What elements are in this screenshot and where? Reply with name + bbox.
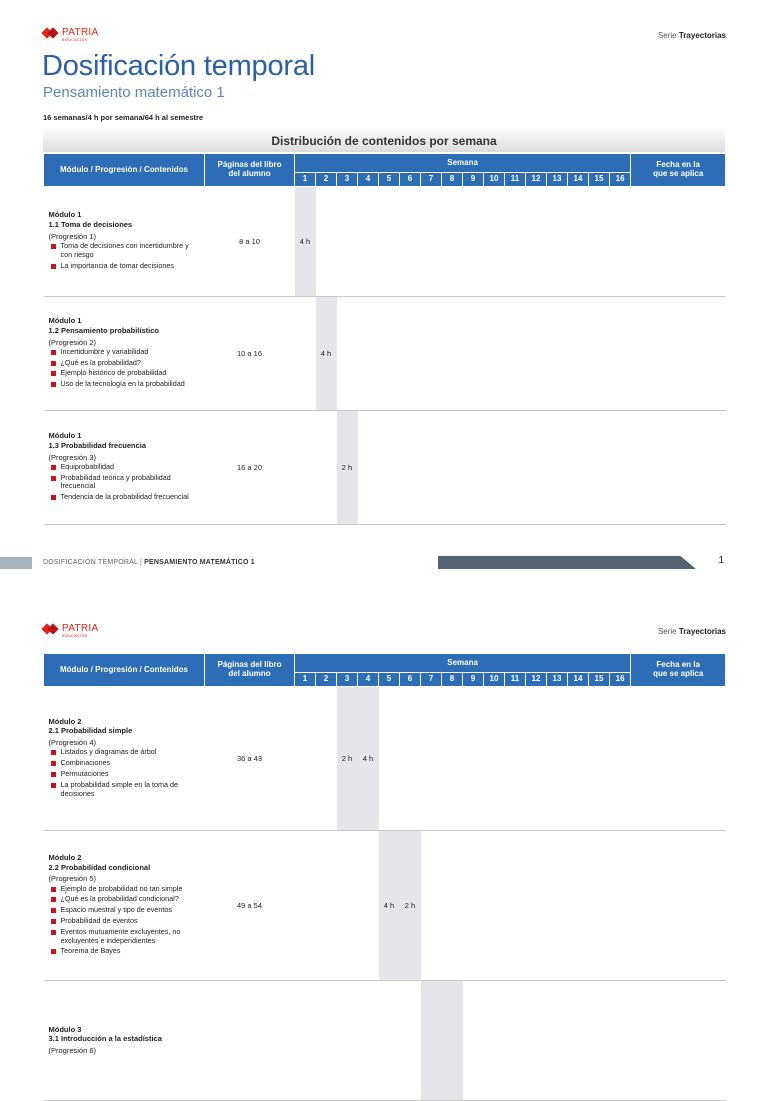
- week-cell-5: [379, 411, 400, 525]
- week-cell-7: [421, 297, 442, 411]
- week-header-6: 6: [400, 173, 421, 187]
- week-header-3: 3: [337, 173, 358, 187]
- week-cell-2: [316, 187, 337, 297]
- date-applied-cell[interactable]: [631, 687, 726, 831]
- week-cell-6: [400, 187, 421, 297]
- week-cell-12: [526, 981, 547, 1101]
- week-cell-9: [463, 411, 484, 525]
- table-row: [44, 411, 726, 525]
- week-header-14: 14: [568, 673, 589, 687]
- week-cell-13: [547, 981, 568, 1101]
- week-cell-14: [568, 297, 589, 411]
- week-cell-13: [547, 187, 568, 297]
- list-item: Eventos mutuamente excluyentes, no excluyentes e independientes: [49, 928, 199, 946]
- list-item: ¿Qué es la probabilidad?: [49, 359, 199, 368]
- list-item: Incertidumbre y variabilidad: [49, 348, 199, 357]
- week-cell-12: [526, 687, 547, 831]
- header-semana: Semana: [295, 154, 631, 173]
- header-content: Módulo / Progresión / Contenidos: [44, 154, 205, 187]
- logo-subtitle: educación: [62, 37, 88, 42]
- week-cell-9: [463, 687, 484, 831]
- date-applied-cell[interactable]: [631, 297, 726, 411]
- pages-cell: 10 a 16: [205, 297, 295, 411]
- content-list: [49, 348, 199, 389]
- series-label: Serie Trayectorias: [657, 627, 726, 636]
- week-cell-8: [442, 831, 463, 981]
- list-item: Probabilidad de eventos: [49, 917, 199, 926]
- week-cell-15: [589, 687, 610, 831]
- week-cell-16: [610, 297, 631, 411]
- week-cell-16: [610, 981, 631, 1101]
- week-header-12: 12: [526, 673, 547, 687]
- week-cell-3: [337, 297, 358, 411]
- week-cell-10: [484, 411, 505, 525]
- list-item: Combinaciones: [49, 759, 199, 768]
- week-cell-4: [358, 831, 379, 981]
- module-label: Módulo 3: [48, 1024, 82, 1034]
- page-number: 1: [718, 555, 724, 566]
- pages-cell: 8 a 10: [205, 187, 295, 297]
- week-cell-3: 2 h: [337, 687, 358, 831]
- week-header-9: 9: [463, 673, 484, 687]
- week-cell-9: [463, 981, 484, 1101]
- section-title: 3.1 Introducción a la estadística: [48, 1034, 162, 1044]
- week-cell-9: [463, 187, 484, 297]
- week-header-4: 4: [358, 173, 379, 187]
- week-cell-10: [484, 297, 505, 411]
- list-item: Espacio muestral y tipo de eventos: [49, 906, 199, 915]
- content-cell: [44, 187, 205, 297]
- patria-logo: [43, 28, 98, 43]
- progression-label: (Progresión 1): [48, 231, 97, 241]
- content-list: [49, 463, 199, 502]
- week-cell-13: [547, 411, 568, 525]
- module-label: Módulo 2: [48, 852, 82, 862]
- progression-label: (Progresión 4): [48, 738, 97, 748]
- week-cell-4: [358, 981, 379, 1101]
- week-cell-12: [526, 411, 547, 525]
- table-row: [44, 831, 726, 981]
- week-cell-6: [400, 687, 421, 831]
- week-cell-13: [547, 687, 568, 831]
- week-header-2: 2: [316, 173, 337, 187]
- week-cell-15: [589, 297, 610, 411]
- week-cell-11: [505, 187, 526, 297]
- table-row: [44, 187, 726, 297]
- week-cell-14: [568, 411, 589, 525]
- week-cell-3: [337, 981, 358, 1101]
- week-header-3: 3: [337, 673, 358, 687]
- logo-subtitle: educación: [62, 633, 88, 638]
- distribution-heading: Distribución de contenidos por semana: [43, 130, 725, 152]
- week-cell-1: [295, 981, 316, 1101]
- week-cell-3: [337, 187, 358, 297]
- week-header-1: 1: [295, 173, 316, 187]
- week-cell-8: [442, 981, 463, 1101]
- content-cell: [44, 297, 205, 411]
- list-item: Probabilidad teórica y probabilidad frecuencial: [49, 474, 199, 492]
- pages-cell: 49 a 54: [205, 831, 295, 981]
- week-cell-2: [316, 981, 337, 1101]
- list-item: Tendencia de la probabilidad frecuencial: [49, 493, 199, 502]
- week-cell-15: [589, 831, 610, 981]
- week-header-8: 8: [442, 173, 463, 187]
- week-cell-4: [358, 411, 379, 525]
- week-cell-14: [568, 687, 589, 831]
- week-cell-2: [316, 687, 337, 831]
- week-cell-11: [505, 411, 526, 525]
- week-cell-13: [547, 297, 568, 411]
- progression-label: (Progresión 6): [48, 1046, 97, 1056]
- week-header-10: 10: [484, 173, 505, 187]
- content-list: [49, 748, 199, 798]
- list-item: Listados y diagramas de árbol: [49, 748, 199, 757]
- week-cell-14: [568, 831, 589, 981]
- week-cell-11: [505, 831, 526, 981]
- week-cell-14: [568, 187, 589, 297]
- date-applied-cell[interactable]: [631, 831, 726, 981]
- progression-label: (Progresión 5): [48, 874, 97, 884]
- week-header-7: 7: [421, 173, 442, 187]
- header-pages: Páginas del libro del alumno: [205, 654, 295, 687]
- list-item: ¿Qué es la probabilidad condicional?: [49, 895, 199, 904]
- patria-logo-icon: [43, 624, 59, 635]
- week-cell-4: 4 h: [358, 687, 379, 831]
- week-header-15: 15: [589, 673, 610, 687]
- header-fecha: Fecha en la que se aplica: [631, 654, 726, 687]
- week-cell-2: [316, 411, 337, 525]
- pages-cell: 36 a 43: [205, 687, 295, 831]
- list-item: La importancia de tomar decisiones: [49, 262, 199, 271]
- page-title: Dosificación temporal: [42, 50, 316, 82]
- week-cell-1: [295, 297, 316, 411]
- week-cell-6: [400, 297, 421, 411]
- week-header-9: 9: [463, 173, 484, 187]
- footer-label: DOSIFICACIÓN TEMPORAL | PENSAMIENTO MATEMÁTICO 1: [43, 559, 255, 566]
- pages-cell: [205, 981, 295, 1101]
- logo-name: PATRIA: [62, 623, 99, 634]
- module-label: Módulo 1: [48, 316, 82, 326]
- schedule-table: [43, 153, 726, 525]
- week-cell-1: [295, 831, 316, 981]
- module-label: Módulo 2: [48, 716, 82, 726]
- content-cell: [44, 411, 205, 525]
- content-cell: [44, 981, 205, 1101]
- week-cell-7: [421, 411, 442, 525]
- content-list: [49, 242, 199, 270]
- week-header-4: 4: [358, 673, 379, 687]
- content-cell: [44, 831, 205, 981]
- week-cell-10: [484, 687, 505, 831]
- week-cell-12: [526, 297, 547, 411]
- week-header-10: 10: [484, 673, 505, 687]
- course-info: 16 semanas/4 h por semana/64 h al semestre: [43, 113, 204, 122]
- week-cell-7: [421, 687, 442, 831]
- week-cell-3: 2 h: [337, 411, 358, 525]
- week-cell-1: [295, 687, 316, 831]
- module-label: Módulo 1: [48, 431, 82, 441]
- week-header-11: 11: [505, 673, 526, 687]
- date-applied-cell[interactable]: [631, 187, 726, 297]
- list-item: Ejemplo histórico de probabilidad: [49, 369, 199, 378]
- week-header-5: 5: [379, 173, 400, 187]
- section-title: 1.1 Toma de decisiones: [48, 220, 133, 230]
- content-cell: [44, 687, 205, 831]
- week-cell-1: 4 h: [295, 187, 316, 297]
- week-cell-11: [505, 981, 526, 1101]
- week-cell-11: [505, 297, 526, 411]
- week-cell-12: [526, 831, 547, 981]
- week-cell-15: [589, 411, 610, 525]
- week-header-13: 13: [547, 173, 568, 187]
- week-header-1: 1: [295, 673, 316, 687]
- section-title: 1.2 Pensamiento probabilístico: [48, 325, 159, 335]
- week-cell-9: [463, 831, 484, 981]
- table-row: [44, 297, 726, 411]
- date-applied-cell[interactable]: [631, 411, 726, 525]
- week-cell-11: [505, 687, 526, 831]
- content-list: [49, 885, 199, 956]
- list-item: Toma de decisiones con incertidumbre y con riesgo: [49, 242, 199, 260]
- week-cell-15: [589, 981, 610, 1101]
- list-item: Uso de la tecnología en la probabilidad: [49, 380, 199, 389]
- week-cell-16: [610, 831, 631, 981]
- week-cell-5: [379, 187, 400, 297]
- footer-accent: [0, 557, 32, 569]
- week-header-13: 13: [547, 673, 568, 687]
- week-cell-16: [610, 187, 631, 297]
- schedule-table: [43, 653, 726, 1101]
- section-title: 2.2 Probabilidad condicional: [48, 862, 151, 872]
- week-cell-8: [442, 297, 463, 411]
- week-cell-10: [484, 981, 505, 1101]
- week-cell-6: 2 h: [400, 831, 421, 981]
- section-title: 1.3 Probabilidad frecuencia: [48, 440, 147, 450]
- week-cell-5: 4 h: [379, 831, 400, 981]
- week-cell-8: [442, 187, 463, 297]
- module-label: Módulo 1: [48, 210, 82, 220]
- week-cell-7: [421, 831, 442, 981]
- week-header-11: 11: [505, 173, 526, 187]
- header-semana: Semana: [295, 654, 631, 673]
- week-cell-13: [547, 831, 568, 981]
- list-item: Permutaciones: [49, 770, 199, 779]
- progression-label: (Progresión 2): [48, 337, 97, 347]
- page-gap: [0, 580, 768, 612]
- week-cell-16: [610, 411, 631, 525]
- week-cell-4: [358, 297, 379, 411]
- header-pages: Páginas del libro del alumno: [205, 154, 295, 187]
- list-item: Equiprobabilidad: [49, 463, 199, 472]
- patria-logo-icon: [43, 28, 59, 39]
- week-header-8: 8: [442, 673, 463, 687]
- week-cell-14: [568, 981, 589, 1101]
- week-header-6: 6: [400, 673, 421, 687]
- table-row: [44, 687, 726, 831]
- header-content: Módulo / Progresión / Contenidos: [44, 654, 205, 687]
- logo-name: PATRIA: [62, 27, 99, 38]
- week-cell-7: [421, 187, 442, 297]
- page-subtitle: Pensamiento matemático 1: [43, 84, 225, 101]
- week-cell-10: [484, 187, 505, 297]
- progression-label: (Progresión 3): [48, 452, 97, 462]
- week-cell-2: 4 h: [316, 297, 337, 411]
- series-label: Serie Trayectorias: [657, 31, 726, 40]
- week-cell-4: [358, 187, 379, 297]
- week-cell-1: [295, 411, 316, 525]
- week-cell-15: [589, 187, 610, 297]
- week-cell-5: [379, 981, 400, 1101]
- week-header-16: 16: [610, 673, 631, 687]
- week-header-14: 14: [568, 173, 589, 187]
- date-applied-cell[interactable]: [631, 981, 726, 1101]
- week-cell-9: [463, 297, 484, 411]
- week-cell-5: [379, 297, 400, 411]
- week-cell-6: [400, 981, 421, 1101]
- section-title: 2.1 Probabilidad simple: [48, 726, 133, 736]
- week-cell-10: [484, 831, 505, 981]
- patria-logo: [43, 624, 98, 639]
- list-item: Teorema de Bayes: [49, 947, 199, 956]
- week-header-7: 7: [421, 673, 442, 687]
- pages-cell: 16 a 20: [205, 411, 295, 525]
- week-cell-2: [316, 831, 337, 981]
- week-header-12: 12: [526, 173, 547, 187]
- footer-bar: [438, 556, 696, 569]
- week-cell-8: [442, 687, 463, 831]
- week-cell-3: [337, 831, 358, 981]
- week-header-15: 15: [589, 173, 610, 187]
- list-item: La probabilidad simple en la toma de decisiones: [49, 781, 199, 799]
- week-cell-7: [421, 981, 442, 1101]
- week-cell-12: [526, 187, 547, 297]
- week-header-16: 16: [610, 173, 631, 187]
- list-item: Ejemplo de probabilidad no tan simple: [49, 885, 199, 894]
- week-header-5: 5: [379, 673, 400, 687]
- week-cell-8: [442, 411, 463, 525]
- table-row: [44, 981, 726, 1101]
- week-cell-5: [379, 687, 400, 831]
- header-fecha: Fecha en la que se aplica: [631, 154, 726, 187]
- week-header-2: 2: [316, 673, 337, 687]
- week-cell-16: [610, 687, 631, 831]
- document-page-2: [0, 612, 768, 1056]
- week-cell-6: [400, 411, 421, 525]
